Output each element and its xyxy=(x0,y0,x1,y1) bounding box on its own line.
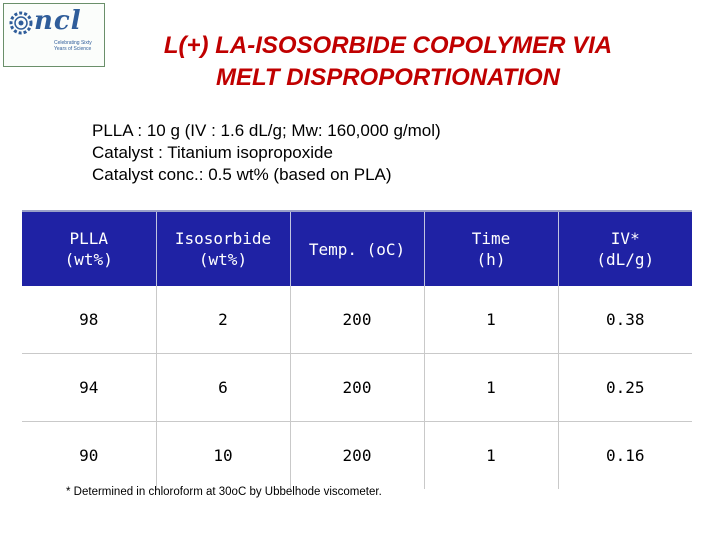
cell-temp: 200 xyxy=(290,354,424,422)
gear-emblem-icon xyxy=(8,10,34,36)
header-plla: PLLA (wt%) xyxy=(22,211,156,286)
condition-catalyst-conc: Catalyst conc.: 0.5 wt% (based on PLA) xyxy=(92,165,392,184)
logo-text: ncl xyxy=(34,6,82,36)
cell-plla: 98 xyxy=(22,286,156,354)
condition-plla: PLLA : 10 g (IV : 1.6 dL/g; Mw: 160,000 g/mol) xyxy=(92,121,441,140)
table-header-row xyxy=(22,211,692,286)
logo-tagline: Celebrating Sixty Years of Science xyxy=(54,40,92,52)
cell-isosorbide: 6 xyxy=(156,354,290,422)
header-iv: IV* (dL/g) xyxy=(558,211,692,286)
cell-time: 1 xyxy=(424,354,558,422)
header-isosorbide: Isosorbide (wt%) xyxy=(156,211,290,286)
cell-isosorbide: 10 xyxy=(156,422,290,490)
cell-iv: 0.25 xyxy=(558,354,692,422)
cell-plla: 90 xyxy=(22,422,156,490)
footnote: * Determined in chloroform at 30oC by Ubbelhode viscometer. xyxy=(66,486,382,498)
cell-time: 1 xyxy=(424,286,558,354)
table-row xyxy=(22,286,692,354)
cell-iv: 0.16 xyxy=(605,446,645,465)
cell-plla: 94 xyxy=(22,354,156,422)
header-time: Time (h) xyxy=(424,211,558,286)
table-row xyxy=(22,422,692,490)
cell-temp: 200 xyxy=(290,286,424,354)
condition-catalyst: Catalyst : Titanium isopropoxide xyxy=(92,143,333,162)
reaction-conditions xyxy=(92,120,441,186)
title-line-1: L(+) LA-ISOSORBIDE COPOLYMER VIA xyxy=(163,32,613,59)
cell-iv: 0.38 xyxy=(558,286,692,354)
cell-time: 1 xyxy=(424,422,558,490)
cell-temp: 200 xyxy=(290,422,424,490)
header-temp: Temp. (oC) xyxy=(290,211,424,286)
table-row xyxy=(22,354,692,422)
results-table xyxy=(22,210,692,489)
slide-title xyxy=(108,30,668,94)
ncl-logo xyxy=(3,3,105,67)
title-line-2: MELT DISPROPORTIONATION xyxy=(215,64,560,91)
cell-isosorbide: 2 xyxy=(156,286,290,354)
